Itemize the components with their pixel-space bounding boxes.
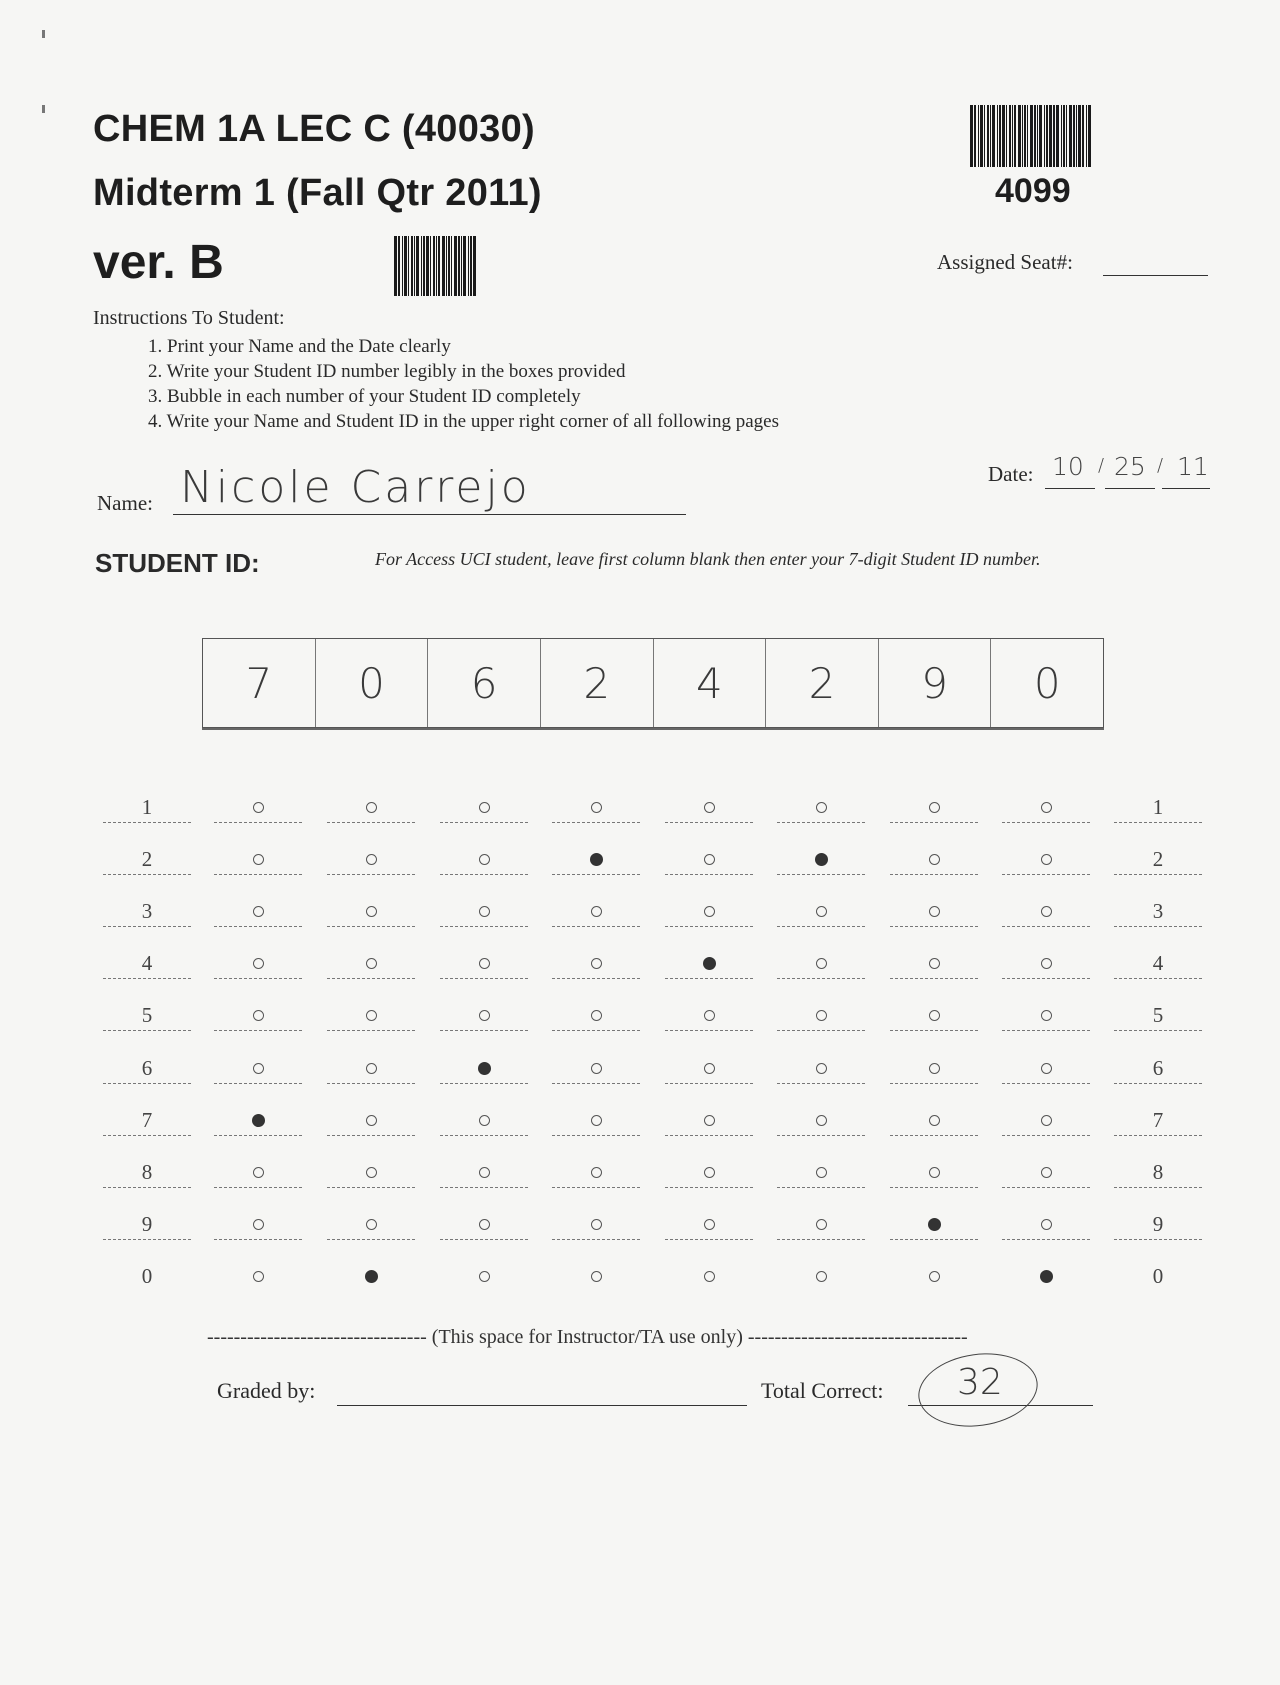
scan-mark	[42, 30, 45, 38]
bubble-row-label: 6	[1114, 1053, 1202, 1084]
empty-bubble[interactable]	[816, 958, 827, 969]
student-id-note: For Access UCI student, leave first column blank then enter your 7-digit Student ID number.	[375, 549, 1041, 569]
bubble-cell	[440, 1157, 528, 1188]
empty-bubble[interactable]	[704, 1271, 715, 1282]
bubble-cell	[777, 1209, 865, 1240]
bubble-cell	[1002, 1261, 1090, 1291]
date-year: 11	[1177, 452, 1209, 481]
bubble-cell	[440, 792, 528, 823]
filled-bubble[interactable]	[1040, 1270, 1053, 1283]
bubble-row-label: 9	[1114, 1209, 1202, 1240]
empty-bubble[interactable]	[366, 1219, 377, 1230]
bubble-row-label: 1	[103, 792, 191, 823]
empty-bubble[interactable]	[929, 1115, 940, 1126]
empty-bubble[interactable]	[253, 1063, 264, 1074]
bubble-cell	[440, 1000, 528, 1031]
course-title: CHEM 1A LEC C (40030)	[93, 108, 536, 150]
bubble-cell	[327, 1000, 415, 1031]
empty-bubble[interactable]	[816, 1167, 827, 1178]
bubble-cell	[1002, 1105, 1090, 1136]
date-separator: /	[1157, 455, 1164, 476]
id-digit-box[interactable]: 6	[428, 639, 541, 727]
filled-bubble[interactable]	[590, 853, 603, 866]
bubble-cell	[552, 1105, 640, 1136]
empty-bubble[interactable]	[253, 1167, 264, 1178]
empty-bubble[interactable]	[591, 958, 602, 969]
bubble-cell	[552, 844, 640, 875]
empty-bubble[interactable]	[1041, 1010, 1052, 1021]
empty-bubble[interactable]	[704, 1167, 715, 1178]
instruction-item: 2. Write your Student ID number legibly in the boxes provided	[148, 361, 626, 382]
bubble-row-label: 9	[103, 1209, 191, 1240]
graded-by-label: Graded by:	[217, 1378, 316, 1403]
bubble-cell	[214, 1209, 302, 1240]
bubble-row-label: 8	[1114, 1157, 1202, 1188]
empty-bubble[interactable]	[366, 1063, 377, 1074]
bubble-cell	[890, 1053, 978, 1084]
empty-bubble[interactable]	[704, 802, 715, 813]
empty-bubble[interactable]	[366, 802, 377, 813]
empty-bubble[interactable]	[1041, 802, 1052, 813]
bubble-row-label: 7	[1114, 1105, 1202, 1136]
empty-bubble[interactable]	[929, 1167, 940, 1178]
empty-bubble[interactable]	[929, 906, 940, 917]
bubble-cell	[1002, 1000, 1090, 1031]
bubble-row-label: 4	[1114, 948, 1202, 979]
bubble-cell	[214, 1157, 302, 1188]
bubble-cell	[440, 896, 528, 927]
bubble-cell	[552, 1261, 640, 1291]
bubble-row-label: 3	[1114, 896, 1202, 927]
bubble-cell	[327, 792, 415, 823]
empty-bubble[interactable]	[366, 906, 377, 917]
bubble-row-label: 3	[103, 896, 191, 927]
empty-bubble[interactable]	[366, 854, 377, 865]
student-id-label: STUDENT ID:	[95, 548, 260, 578]
bubble-cell	[214, 844, 302, 875]
bubble-cell	[777, 844, 865, 875]
bubble-cell	[665, 1209, 753, 1240]
empty-bubble[interactable]	[929, 1271, 940, 1282]
bubble-cell	[327, 896, 415, 927]
empty-bubble[interactable]	[816, 1219, 827, 1230]
bubble-cell	[327, 1209, 415, 1240]
bubble-cell	[890, 1209, 978, 1240]
empty-bubble[interactable]	[253, 1271, 264, 1282]
empty-bubble[interactable]	[591, 1063, 602, 1074]
empty-bubble[interactable]	[704, 1063, 715, 1074]
date-separator: /	[1098, 455, 1105, 476]
filled-bubble[interactable]	[478, 1062, 491, 1075]
id-digit-box[interactable]: 4	[654, 639, 767, 727]
bubble-cell	[1002, 792, 1090, 823]
bubble-cell	[890, 1261, 978, 1291]
name-label: Name:	[97, 491, 153, 515]
bubble-cell	[1002, 1157, 1090, 1188]
bubble-cell	[777, 1000, 865, 1031]
bubble-cell	[777, 896, 865, 927]
id-digit-box[interactable]: 2	[766, 639, 879, 727]
empty-bubble[interactable]	[816, 1010, 827, 1021]
bubble-cell	[440, 844, 528, 875]
empty-bubble[interactable]	[704, 854, 715, 865]
empty-bubble[interactable]	[479, 1010, 490, 1021]
exam-title: Midterm 1 (Fall Qtr 2011)	[93, 172, 542, 214]
filled-bubble[interactable]	[815, 853, 828, 866]
date-day: 25	[1114, 452, 1146, 481]
empty-bubble[interactable]	[479, 1115, 490, 1126]
empty-bubble[interactable]	[929, 1010, 940, 1021]
empty-bubble[interactable]	[1041, 1167, 1052, 1178]
bubble-cell	[890, 1105, 978, 1136]
empty-bubble[interactable]	[366, 958, 377, 969]
bubble-cell	[665, 1157, 753, 1188]
empty-bubble[interactable]	[929, 802, 940, 813]
bubble-cell	[777, 1053, 865, 1084]
name-field[interactable]	[173, 514, 686, 515]
bubble-cell	[665, 844, 753, 875]
empty-bubble[interactable]	[1041, 854, 1052, 865]
bubble-cell	[777, 948, 865, 979]
bubble-cell	[665, 792, 753, 823]
empty-bubble[interactable]	[1041, 1219, 1052, 1230]
date-day-field[interactable]	[1105, 488, 1155, 489]
empty-bubble[interactable]	[591, 906, 602, 917]
empty-bubble[interactable]	[253, 1010, 264, 1021]
empty-bubble[interactable]	[479, 802, 490, 813]
bubble-cell	[777, 792, 865, 823]
bubble-cell	[214, 1105, 302, 1136]
bubble-cell	[214, 1000, 302, 1031]
barcode-bar	[1088, 105, 1091, 167]
empty-bubble[interactable]	[591, 802, 602, 813]
bubble-row-label: 0	[141, 1263, 153, 1288]
bubble-cell	[890, 1000, 978, 1031]
exam-version: ver. B	[93, 236, 224, 289]
empty-bubble[interactable]	[816, 1063, 827, 1074]
total-correct-value: 32	[957, 1362, 1003, 1403]
empty-bubble[interactable]	[1041, 1063, 1052, 1074]
instructor-use-divider: --------------------------------- (This space for Instructor/TA use only) ---------------------------------	[207, 1326, 968, 1348]
bubble-cell	[552, 1053, 640, 1084]
bubble-cell	[665, 948, 753, 979]
bubble-row-label: 2	[103, 844, 191, 875]
bubble-cell	[777, 1261, 865, 1291]
bubble-cell	[890, 896, 978, 927]
empty-bubble[interactable]	[479, 854, 490, 865]
empty-bubble[interactable]	[591, 1271, 602, 1282]
bubble-cell	[890, 1157, 978, 1188]
empty-bubble[interactable]	[591, 1167, 602, 1178]
empty-bubble[interactable]	[253, 906, 264, 917]
assigned-seat-label: Assigned Seat#:	[937, 250, 1073, 274]
date-year-field[interactable]	[1162, 488, 1210, 489]
empty-bubble[interactable]	[479, 958, 490, 969]
bubble-cell	[327, 948, 415, 979]
bubble-cell	[552, 792, 640, 823]
empty-bubble[interactable]	[366, 1167, 377, 1178]
instruction-item: 4. Write your Name and Student ID in the upper right corner of all following pages	[148, 411, 779, 432]
empty-bubble[interactable]	[816, 1271, 827, 1282]
bubble-cell	[214, 948, 302, 979]
bubble-row-label: 4	[103, 948, 191, 979]
bubble-cell	[665, 1105, 753, 1136]
empty-bubble[interactable]	[704, 1115, 715, 1126]
exam-number: 4099	[995, 172, 1071, 210]
id-digit-box[interactable]: 0	[316, 639, 429, 727]
empty-bubble[interactable]	[1041, 906, 1052, 917]
empty-bubble[interactable]	[479, 906, 490, 917]
bubble-row-label: 2	[1114, 844, 1202, 875]
scan-mark	[42, 105, 45, 113]
bubble-row-label: 5	[1114, 1000, 1202, 1031]
bubble-cell	[552, 1157, 640, 1188]
bubble-row-label: 8	[103, 1157, 191, 1188]
bubble-row-label: 6	[103, 1053, 191, 1084]
bubble-cell	[1002, 948, 1090, 979]
empty-bubble[interactable]	[479, 1271, 490, 1282]
bubble-cell	[327, 844, 415, 875]
filled-bubble[interactable]	[703, 957, 716, 970]
empty-bubble[interactable]	[816, 906, 827, 917]
filled-bubble[interactable]	[365, 1270, 378, 1283]
bubble-cell	[552, 1209, 640, 1240]
id-digit-box[interactable]: 9	[879, 639, 992, 727]
instructions-list	[148, 334, 779, 434]
bubble-cell	[327, 1105, 415, 1136]
filled-bubble[interactable]	[928, 1218, 941, 1231]
exam-barcode	[970, 105, 1091, 167]
graded-by-field[interactable]	[337, 1405, 747, 1406]
assigned-seat-field[interactable]	[1103, 275, 1208, 276]
filled-bubble[interactable]	[252, 1114, 265, 1127]
student-name: Nicole Carrejo	[180, 462, 531, 513]
bubble-cell	[890, 948, 978, 979]
empty-bubble[interactable]	[479, 1219, 490, 1230]
bubble-cell	[1002, 896, 1090, 927]
empty-bubble[interactable]	[1041, 958, 1052, 969]
bubble-cell	[440, 1261, 528, 1291]
bubble-cell	[665, 896, 753, 927]
id-digit-box[interactable]: 7	[203, 639, 316, 727]
empty-bubble[interactable]	[591, 1219, 602, 1230]
empty-bubble[interactable]	[816, 1115, 827, 1126]
barcode-bar	[473, 236, 476, 296]
bubble-row-label: 0	[1152, 1263, 1164, 1288]
id-digit-box[interactable]: 0	[1033, 658, 1061, 708]
bubble-cell	[327, 1157, 415, 1188]
empty-bubble[interactable]	[366, 1010, 377, 1021]
bubble-cell	[440, 1053, 528, 1084]
bubble-cell	[327, 1053, 415, 1084]
bubble-cell	[1002, 1053, 1090, 1084]
instruction-item: 1. Print your Name and the Date clearly	[148, 336, 451, 357]
bubble-cell	[1002, 844, 1090, 875]
bubble-cell	[552, 896, 640, 927]
bubble-cell	[552, 1000, 640, 1031]
bubble-cell	[777, 1105, 865, 1136]
date-month: 10	[1052, 452, 1084, 481]
bubble-cell	[440, 1105, 528, 1136]
empty-bubble[interactable]	[253, 958, 264, 969]
bubble-row-label: 5	[103, 1000, 191, 1031]
bubble-cell	[214, 792, 302, 823]
bubble-cell	[552, 948, 640, 979]
bubble-cell	[440, 948, 528, 979]
bubble-cell	[214, 1053, 302, 1084]
bubble-cell	[665, 1261, 753, 1291]
empty-bubble[interactable]	[253, 1219, 264, 1230]
empty-bubble[interactable]	[929, 854, 940, 865]
date-label: Date:	[988, 462, 1034, 486]
bubble-cell	[214, 1261, 302, 1291]
empty-bubble[interactable]	[366, 1115, 377, 1126]
empty-bubble[interactable]	[591, 1115, 602, 1126]
bubble-cell	[777, 1157, 865, 1188]
empty-bubble[interactable]	[704, 1219, 715, 1230]
bubble-cell	[890, 792, 978, 823]
student-id-boxes	[202, 638, 1104, 728]
bubble-cell	[214, 896, 302, 927]
empty-bubble[interactable]	[704, 1010, 715, 1021]
instruction-item: 3. Bubble in each number of your Student ID completely	[148, 386, 581, 407]
total-correct-label: Total Correct:	[761, 1378, 884, 1403]
empty-bubble[interactable]	[1041, 1115, 1052, 1126]
date-month-field[interactable]	[1045, 488, 1095, 489]
bubble-cell	[665, 1053, 753, 1084]
bubble-row-label: 7	[103, 1105, 191, 1136]
bubble-cell	[890, 844, 978, 875]
bubble-cell	[665, 1000, 753, 1031]
bubble-row-label: 1	[1114, 792, 1202, 823]
id-digit-box[interactable]: 2	[541, 639, 654, 727]
bubble-cell	[440, 1209, 528, 1240]
bubble-cell	[327, 1261, 415, 1291]
empty-bubble[interactable]	[929, 958, 940, 969]
empty-bubble[interactable]	[253, 802, 264, 813]
empty-bubble[interactable]	[929, 1063, 940, 1074]
instructions-heading: Instructions To Student:	[93, 307, 285, 329]
empty-bubble[interactable]	[253, 854, 264, 865]
empty-bubble[interactable]	[479, 1167, 490, 1178]
empty-bubble[interactable]	[704, 906, 715, 917]
empty-bubble[interactable]	[591, 1010, 602, 1021]
version-barcode	[394, 236, 476, 296]
bubble-cell	[1002, 1209, 1090, 1240]
empty-bubble[interactable]	[816, 802, 827, 813]
